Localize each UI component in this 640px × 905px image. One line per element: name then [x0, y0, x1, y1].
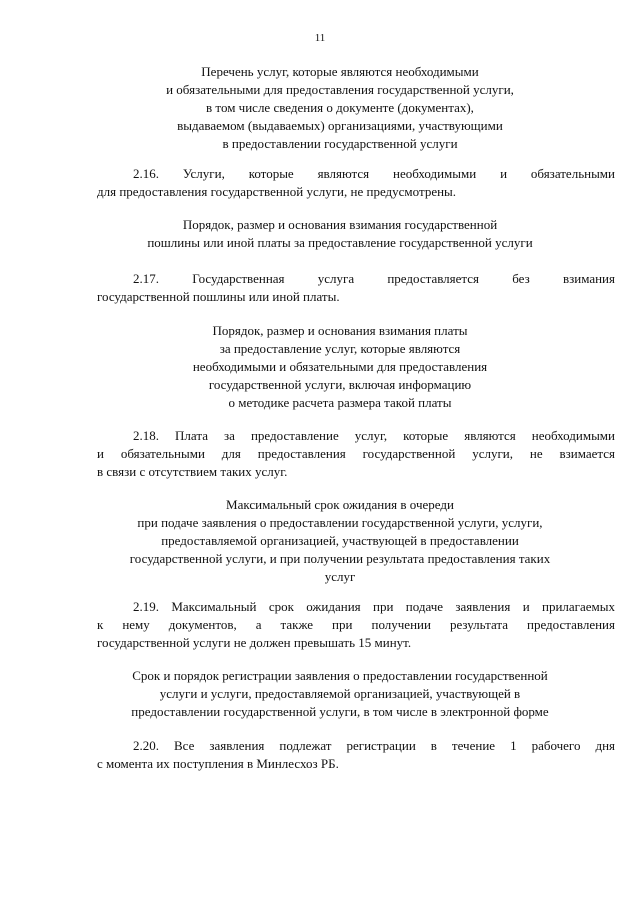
section-heading-state-duty	[60, 216, 620, 252]
paragraph-2-20	[97, 737, 615, 773]
heading-line: о методике расчета размера такой платы	[228, 395, 452, 410]
heading-line: Срок и порядок регистрации заявления о предоставлении государственной	[132, 668, 548, 683]
heading-line: за предоставление услуг, которые являются	[219, 341, 461, 356]
heading-line: предоставлении государственной услуги, в том числе в электронной форме	[131, 704, 549, 719]
paragraph-line: в связи с отсутствием таких услуг.	[97, 464, 288, 479]
heading-line: в предоставлении государственной услуги	[222, 136, 458, 151]
heading-line: услуг	[324, 569, 356, 584]
heading-line: Максимальный срок ожидания в очереди	[226, 497, 454, 512]
paragraph-2-18	[97, 427, 615, 481]
section-heading-fee-procedure	[60, 322, 620, 412]
paragraph-2-17	[97, 270, 615, 306]
paragraph-line: 2.16. Услуги, которые являются необходимыми и обязательными	[133, 166, 615, 181]
paragraph-line: 2.17. Государственная услуга предоставляется без взимания	[133, 271, 615, 286]
paragraph-line: 2.19. Максимальный срок ожидания при подаче заявления и прилагаемых	[133, 599, 615, 614]
heading-line: при подаче заявления о предоставлении государственной услуги, услуги,	[137, 515, 543, 530]
paragraph-line: с момента их поступления в Минлесхоз РБ.	[97, 756, 339, 771]
heading-line: необходимыми и обязательными для предоставления	[192, 359, 488, 374]
page-number: 11	[314, 32, 326, 44]
paragraph-line: 2.20. Все заявления подлежат регистрации в течение 1 рабочего дня	[133, 738, 615, 753]
heading-line: и обязательными для предоставления государственной услуги,	[166, 82, 514, 97]
paragraph-line: и обязательными для предоставления государственной услуги, не взимается	[97, 446, 615, 461]
heading-line: пошлины или иной платы за предоставление государственной услуги	[147, 235, 533, 250]
heading-line: Порядок, размер и основания взимания государственной	[182, 217, 498, 232]
paragraph-line: к нему документов, а также при получении результата предоставления	[97, 617, 615, 632]
paragraph-2-16	[97, 165, 615, 201]
paragraph-line: 2.18. Плата за предоставление услуг, которые являются необходимыми	[133, 428, 615, 443]
heading-line: в том числе сведения о документе (документах),	[206, 100, 474, 115]
paragraph-line: государственной услуги не должен превышать 15 минут.	[97, 635, 412, 650]
paragraph-line: государственной пошлины или иной платы.	[97, 289, 340, 304]
section-heading-queue-time	[60, 496, 620, 586]
section-heading-services-list	[60, 63, 620, 153]
paragraph-2-19	[97, 598, 615, 652]
heading-line: государственной услуги, и при получении результата предоставления таких	[129, 551, 551, 566]
paragraph-line: для предоставления государственной услуги, не предусмотрены.	[97, 184, 457, 199]
heading-line: услуги и услуги, предоставляемой организацией, участвующей в	[159, 686, 521, 701]
heading-line: выдаваемом (выдаваемых) организациями, участвующими	[177, 118, 503, 133]
heading-line: Перечень услуг, которые являются необходимыми	[201, 64, 479, 79]
heading-line: Порядок, размер и основания взимания платы	[212, 323, 468, 338]
section-heading-registration	[60, 667, 620, 721]
heading-line: государственной услуги, включая информацию	[208, 377, 472, 392]
heading-line: предоставляемой организацией, участвующей в предоставлении	[161, 533, 519, 548]
